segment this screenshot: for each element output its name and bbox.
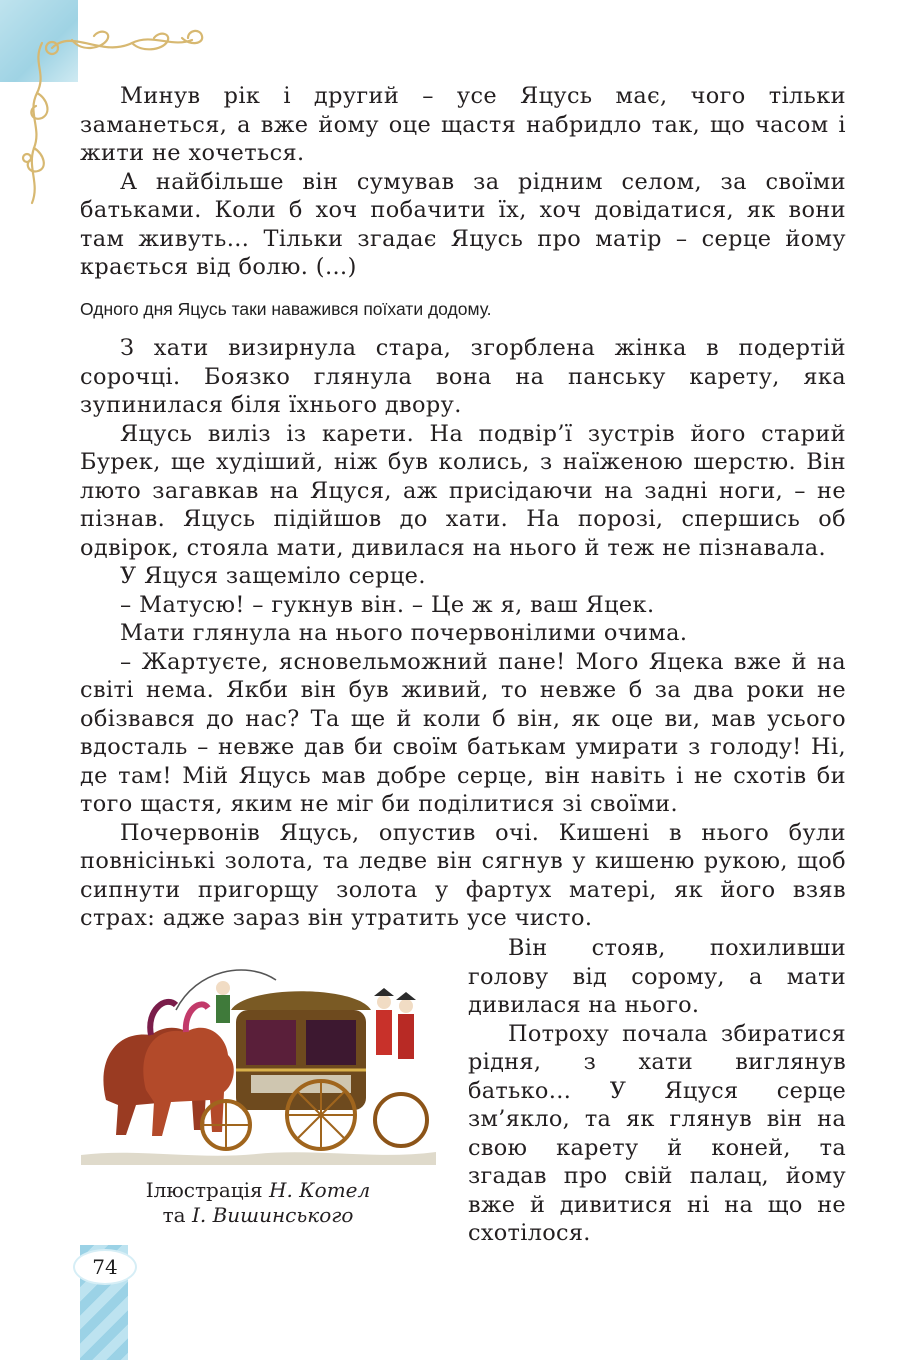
paragraph: – Жартуєте, ясновельможний пане! Мого Яцека вже й на світі нема. Якби він був живий, то невже б за два роки не обізвався до нас? Та ще й коли б він, як оце ви, мав усього вдосталь – невже дав би своїм батькам умирати з голоду! Ні, де там! Мій Яцусь мав добре серце, він навіть і не схотів би того щастя, яким не міг би поділитися зі своїми. (80, 648, 846, 817)
paragraph: Він стояв, похиливши голову від сорому, а мати дивилася на нього. (468, 935, 846, 1018)
summary-note: Одного дня Яцусь таки наважився поїхати додому. (80, 299, 492, 319)
illustration-caption (96, 1178, 420, 1228)
caption-prefix: Ілюстрація (145, 1178, 270, 1202)
text-block-2 (80, 334, 846, 933)
paragraph: Минув рік і другий – усе Яцусь має, чого тільки заманеться, а вже йому оце щастя набридло так, що часом і жити не хочеться. (80, 83, 846, 166)
paragraph: З хати визирнула стара, згорблена жінка в подертій сорочці. Боязко глянула вона на панську карету, яка зупинилася біля їхнього двору. (80, 335, 846, 418)
caption-author: Н. Котел (269, 1178, 371, 1202)
paragraph: У Яцуся защеміло серце. (120, 563, 426, 589)
paragraph: А найбільше він сумував за рідним селом, за своїми батьками. Коли б хоч побачити їх, хоч довідатися, як вони там живуть… Тільки згадає Яцусь про матір – серце йому крається від болю. (…) (80, 168, 846, 280)
paragraph: – Матусю! – гукнув він. – Це ж я, ваш Яцек. (120, 591, 655, 618)
carriage-illustration (76, 950, 438, 1170)
paragraph: Яцусь виліз із карети. На подвір’ї зустрів його старий Бурек, ще худіший, ніж був колись, з наїженою шерстю. Він люто загавкав на Яцуся, аж присідаючи на задні ноги, – не пізнав. Яцусь підійшов до хати. На порозі, спершись об одвірок, стояла мати, дивилася на нього й теж не пізнавала. (80, 420, 846, 561)
caption-author: І. Вишинського (191, 1203, 354, 1227)
caption-prefix: та (162, 1203, 192, 1227)
right-column-text (468, 934, 846, 1248)
page-number: 74 (73, 1249, 137, 1285)
paragraph: Потроху почала збиратися рідня, з хати виглянув батько… У Яцуся серце зм’якло, та як глянув він на свою карету й коней, та згадав про свій палац, йому вже й дивитися ні на що не схотілося. (468, 1020, 846, 1246)
text-block-1 (80, 82, 846, 282)
paragraph: Почервонів Яцусь, опустив очі. Кишені в нього були повнісінькі золота, та ледве він сягнув у кишеню рукою, щоб сипнути пригорщу золота у фартух матері, як його взяв страх: адже зараз він утратить усе чисто. (80, 819, 846, 931)
paragraph: Мати глянула на нього почервонілими очима. (120, 620, 688, 646)
